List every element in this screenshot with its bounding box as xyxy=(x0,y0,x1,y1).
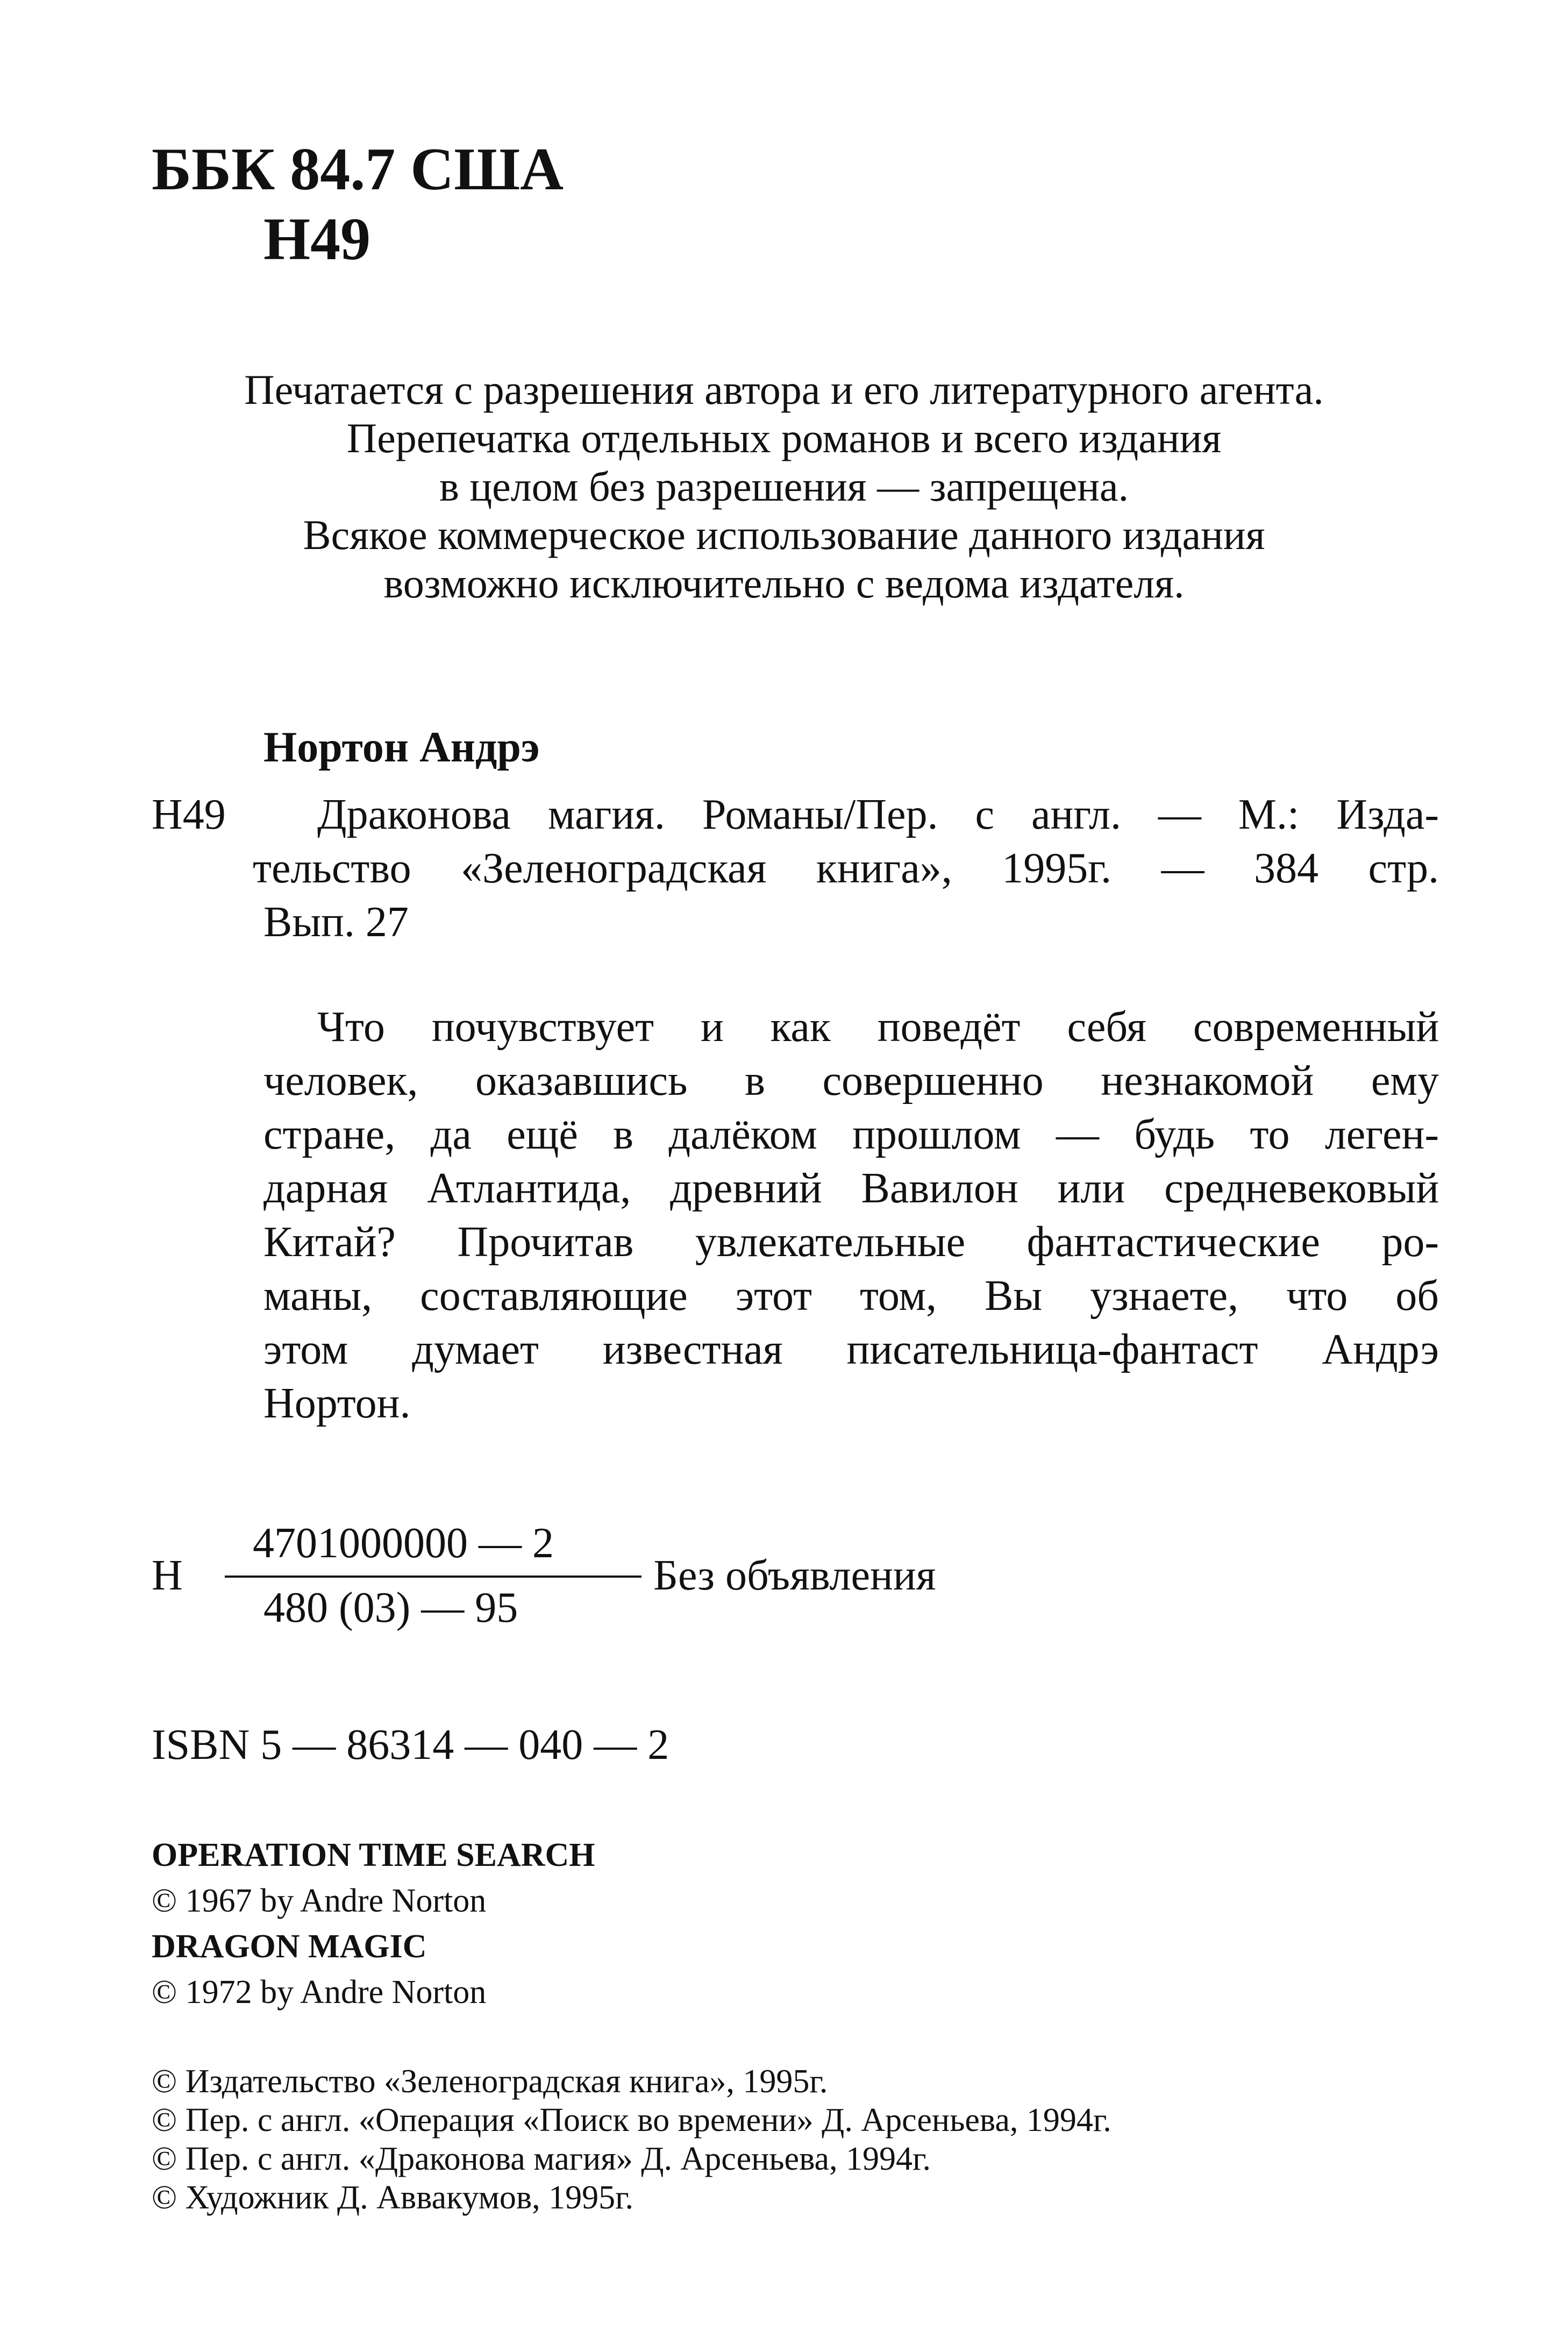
permission-notice xyxy=(108,366,1460,608)
notice-line: Печатается с разрешения автора и его литературного агента. xyxy=(244,366,1324,413)
author-code: Н49 xyxy=(263,206,371,273)
catalog-author: Нортон Андрэ xyxy=(263,724,540,771)
isbn: ISBN 5 — 86314 — 040 — 2 xyxy=(152,1721,669,1769)
annotation-line: стране, да ещё в далёком прошлом — будь то леген- xyxy=(263,1111,1439,1158)
catalog-issue: Вып. 27 xyxy=(263,899,409,946)
original-copyright: © 1972 by Andre Norton xyxy=(152,1974,487,2011)
catalog-line: Драконова магия. Романы/Пер. с англ. — М.: Изда- xyxy=(317,791,1439,838)
author-mark-letter: Н xyxy=(152,1552,183,1599)
catalog-line: тельство «Зеленоградская книга», 1995г. — 384 стр. xyxy=(253,845,1439,892)
original-copyright: © 1967 by Andre Norton xyxy=(152,1883,487,1919)
annotation-line: человек, оказавшись в совершенно незнакомой ему xyxy=(263,1057,1439,1104)
original-title: DRAGON MAGIC xyxy=(152,1928,427,1965)
notice-line: возможно исключительно с ведома издателя. xyxy=(383,560,1185,607)
index-numerator: 4701000000 — 2 xyxy=(253,1520,554,1567)
annotation-line: Китай? Прочитав увлекательные фантастические ро- xyxy=(263,1218,1439,1266)
index-denominator: 480 (03) — 95 xyxy=(263,1584,518,1631)
annotation-line: дарная Атлантида, древний Вавилон или средневековый xyxy=(263,1165,1439,1212)
copyright-line: © Пер. с англ. «Драконова магия» Д. Арсеньева, 1994г. xyxy=(152,2141,931,2177)
notice-line: Перепечатка отдельных романов и всего издания xyxy=(346,415,1222,461)
annotation-line: Нортон. xyxy=(263,1380,411,1427)
annotation-line: этом думает известная писательница-фантаст Андрэ xyxy=(263,1326,1439,1373)
catalog-code: Н49 xyxy=(152,791,226,838)
copyright-line: © Художник Д. Аввакумов, 1995г. xyxy=(152,2179,634,2216)
notice-line: в целом без разрешения — запрещена. xyxy=(439,463,1129,510)
notice-line: Всякое коммерческое использование данного издания xyxy=(303,511,1265,558)
original-title: OPERATION TIME SEARCH xyxy=(152,1837,595,1873)
copyright-line: © Пер. с англ. «Операция «Поиск во времени» Д. Арсеньева, 1994г. xyxy=(152,2102,1111,2139)
annotation-line: Что почувствует и как поведёт себя современный xyxy=(317,1003,1439,1051)
bbk-classification: ББК 84.7 США xyxy=(152,136,564,203)
price-note: Без объявления xyxy=(653,1552,936,1599)
copyright-line: © Издательство «Зеленоградская книга», 1995г. xyxy=(152,2063,828,2100)
fraction-rule xyxy=(225,1576,642,1578)
annotation-line: маны, составляющие этот том, Вы узнаете, что об xyxy=(263,1272,1439,1320)
